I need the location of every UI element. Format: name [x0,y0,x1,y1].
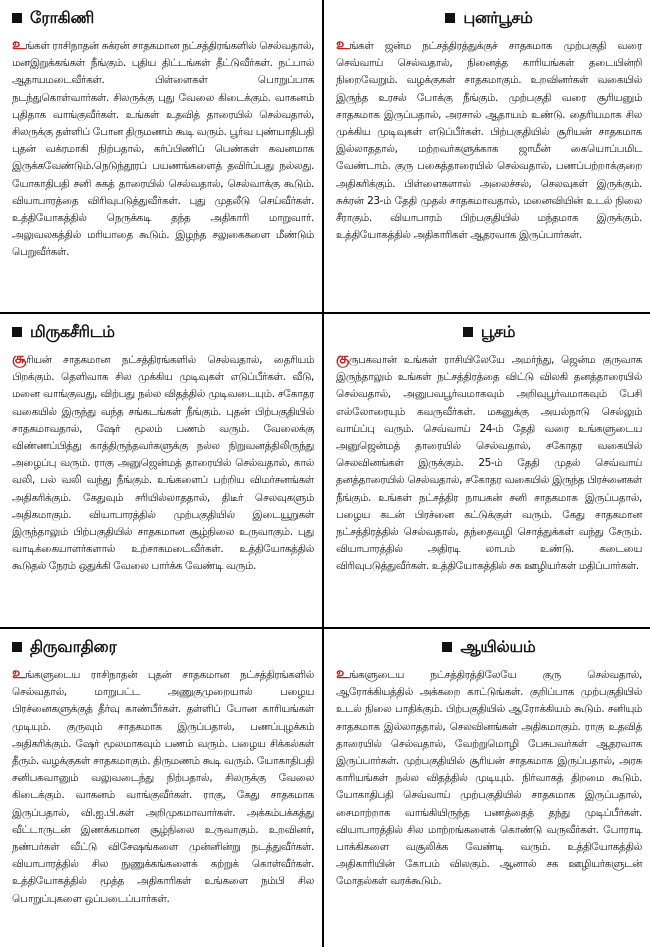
section-thiruvathirai [0,629,324,947]
section-text: ங்களுடைய நட்சத்திரத்திலேயே குரு செல்வதால், ஆரோக்கியத்தில் அக்கறை காட்டுங்கள். குறிப்பாக முற்பகுதியில் உடல் நிலை பாதிக்கும். பிற்பகுதியில் ஆரோக்கியம் கூடும். சனியும் சாதகமாக இல்லாததால், செலவினங்கள் அதிகமாகும். ராகு உதவித் தாரையில் செல்வதால், வேற்றுமொழி பேசுபவர்கள் ஆதரவாக இருப்பார்கள். முற்பகுதியில் சூரியன் சாதகமாக இருப்பதால், அரசு காரியங்கள் நல்ல விதத்தில் முடியும். நிர்வாகத் திறமை கூடும். யோகாதிபதி செவ்வாய் முற்பகுதியில் சாதகமாக இருப்பதால், சைமாற்றாக வாங்கியிருந்த பணத்தைத் தந்து முடிப்பீர்கள். வியாபாரத்தில் சில மாற்றங்களைக் கொண்டு வருவீர்கள். போராடி பாக்கிகளை வசூலிக்க வேண்டி வரும். உத்தியோகத்தில் அதிகாரியின் கோபம் விலகும். ஆனால் சக ஊழியர்களுடன் மோதல்கள் வரக்கூடும். [336,669,642,888]
section-title: புனர்பூசம் [463,7,533,27]
section-text: ங்களுடைய ராசிநாதன் புதன் சாதகமான நட்சத்திரங்களில் செல்வதால், மாறுபட்ட அணுகுமுறையால் பழைய பிரச்னைகளுக்குத் தீர்வு காண்பீர்கள். தள்ளிப் போன காரியங்கள் முடியும். குருவும் சாதகமாக இருப்பதால், பணப்புழக்கம் அதிகரிக்கும். ஷேர் மூலமாகவும் பணம் வரும். பழைய சிக்கல்கள் தீரும். வழக்குகள் சாதகமாகும். திருமணம் கூடி வரும். யோகாதிபதி சனிபகவானும் வலுவடைந்து நிற்பதால், சிலருக்கு வேலை கிடைக்கும். வாகனம் வாங்குவீர்கள். ராகு, கேது சாதகமாக இருப்பதால், வி.ஐ.பி.கள் அறிமுகமாவார்கள். அக்கம்பக்கத்து வீட்டாருடன் இணக்கமான சூழ்நிலை உருவாகும். உறவினர், நண்பர்கள் வீட்டு விசேஷங்களை முன்னின்று நடத்துவீர்கள். வியாபாரத்தில் சில நுணுக்கங்களைக் கற்றுக் கொள்வீர்கள். உத்தியோகத்தில் மூத்த அதிகாரிகள் உங்களை நம்பி சில பொறுப்புகளை ஒப்படைப்பார்கள். [12,669,314,905]
section-text: ங்கள் ராசிநாதன் சுக்ரன் சாதகமான நட்சத்திரங்களில் செல்வதால், மனஇறுக்கங்கள் நீங்கும். புதிய திட்டங்கள் தீட்டுவீர்கள். நட்பால் ஆதாயமடைவீர்கள். பிள்ளைகள் பொறுப்பாக நடந்துகொள்வார்கள். சிலருக்கு புது வேலை கிடைக்கும். வாகனம் புதிதாக வாங்குவீர்கள். உங்கள் உதவித் தாரையில் செல்வதால், சிலருக்கு தள்ளிப் போன திருமணம் கூடி வரும். பூர்வ புண்யாதிபதி புதன் வக்ரமாகி நிற்பதால், கர்ப்பிணிப் பெண்கள் கவனமாக இருக்கவேண்டும்.நெடுந்தூரப் பயணங்களைத் தவிர்ப்பது நல்லது. யோகாதிபதி சனி சுகத் தாரையில் செல்வதால், செல்வாக்கு கூடும். வியாபாரத்தை விரிவுபடுத்துவீர்கள். புது முதலீடு செய்வீர்கள். உத்தியோகத்தில் நெருக்கடி தந்த அதிகாரி மாறுவார். அலுவலகத்தில் மரியாதை கூடும். இழந்த சலுகைகளை மீண்டும் பெறுவீர்கள். [12,40,314,259]
section-body [12,36,314,262]
drop-cap: உ [12,664,26,682]
section-header [12,6,314,30]
section-body [336,665,642,891]
drop-cap: உ [336,35,350,53]
square-bullet-icon [463,327,473,337]
section-body [12,665,314,908]
section-header [12,320,314,344]
section-header [336,635,642,659]
drop-cap: கு [336,349,349,367]
section-title: ஆயில்யம் [460,636,536,656]
section-title: ரோகிணி [30,7,94,27]
square-bullet-icon [445,13,455,23]
section-text: ரியன் சாதகமான நட்சத்திரங்களில் செல்வதால், தைரியம் பிறக்கும். தெளிவாக சில முக்கிய முடிவுகள் எடுப்பீர்கள். வீடு, மனை வாங்குவது, விற்பது நல்ல விதத்தில் முடிவடையும். சகோதர வகையில் இருந்து வந்த சங்கடங்கள் நீங்கும். புதன் பிற்பகுதியில் சாதகமாவதால், ஷேர் மூலம் பணம் வரும். வேலைக்கு விண்ணப்பித்து காத்திருந்தவர்களுக்கு நல்ல நிறுவனத்திலிருந்து அழைப்பு வரும். ராகு அனுஜென்மத் தாரையில் செல்வதால், கால் வலி, பல் வலி வந்து நீங்கும். உங்களைப் பற்றிய விமர்சனங்கள் அதிகரிக்கும். கேதுவும் சரியில்லாததால், திடீர் செலவுகளும் அதிகமாகும். வியாபாரத்தில் முற்பகுதியில் இடையூறுகள் இருந்தாலும் பிற்பகுதியில் சாதகமான சூழ்நிலை உருவாகும். புது வாடிக்கையாளர்களால் உற்சாகமடைவீர்கள். உத்தியோகத்தில் கூடுதல் நேரம் ஒதுக்கி வேலை பார்க்க வேண்டி வரும். [12,354,314,573]
section-header [12,635,314,659]
square-bullet-icon [12,327,22,337]
section-title: திருவாதிரை [30,636,117,656]
square-bullet-icon [12,13,22,23]
section-title: பூசம் [480,321,516,341]
drop-cap: உ [12,35,26,53]
section-title: மிருகசீரிடம் [30,321,115,341]
section-body [336,36,642,244]
section-body [336,350,642,576]
drop-cap: உ [336,664,350,682]
section-poosam [324,314,650,629]
square-bullet-icon [442,642,452,652]
square-bullet-icon [12,642,22,652]
section-header [336,320,642,344]
section-punarpoosam [324,0,650,314]
section-ayilyam [324,629,650,947]
drop-cap: சூ [12,349,26,367]
section-header [336,6,642,30]
section-text: ருபகவான் உங்கள் ராசியிலேயே அமர்ந்து, ஜென்ம குருவாக இருந்தாலும் உங்கள் நட்சத்திரத்தை விட்டு விலகி தனத்தாரையில் செல்வதால், அனுபவபூர்வமாகவும் அறிவுபூர்வமாகவும் பேசி எல்லோரையும் கவருவீர்கள். மகனுக்கு அயல்நாடு செல்லும் வாய்ப்பு வரும். செவ்வாய் 24-ம் தேதி வரை உங்களுடைய அனுஜென்மத் தாரையில் செல்வதால், சகோதர வகையில் செலவினங்கள் இருக்கும். 25-ம் தேதி முதல் செவ்வாய் தனத்தாரையில் செல்வதால், சகோதர வகையில் இருந்த பிரச்னைகள் நீங்கும். உங்கள் நட்சத்திர நாயகன் சனி சாதகமாக இருப்பதால், பழைய கடன் பிரச்னை கட்டுக்குள் வரும். கேது சாதகமான நட்சத்திரத்தில் செல்வதால், தந்தைவழி சொத்துக்கள் வந்து சேரும். வியாபாரத்தில் அதிரடி லாபம் உண்டு. கடையை விரிவுபடுத்துவீர்கள். உத்தியோகத்தில் சக ஊழியர்கள் மதிப்பார்கள். [336,354,642,573]
section-mirugaseeridam [0,314,324,629]
section-rohini [0,0,324,314]
section-body [12,350,314,576]
section-text: ங்கள் ஜன்ம நட்சத்திரத்துக்குச் சாதகமாக முற்பகுதி வரை செவ்வாய் செல்வதால், நினைத்த காரியங்கள் தடையின்றி நிறைவேறும். வழக்குகள் சாதகமாகும். உறவினர்கள் வகையில் இருந்த உரசல் போக்கு நீங்கும். முற்பகுதி வரை சூரியனும் சாதகமாக இருப்பதால், அரசால் ஆதாயம் உண்டு. தைரியமாக சில முக்கிய முடிவுகள் எடுப்பீர்கள். பிற்பகுதியில் சூரியன் சாதகமாக இல்லாததால், மற்றவர்களுக்காக ஜாமீன் கையொப்பமிட வேண்டாம். குரு பகைத்தாரையில் செல்வதால், பணப்பற்றாக்குறை அதிகரிக்கும். பிள்ளைகளால் அலைச்சல், செலவுகள் இருக்கும். சுக்ரன் 23-ம் தேதி முதல் சாதகமாவதால், மனைவியின் உடல் நிலை சீராகும். வியாபாரம் பிற்பகுதியில் மந்தமாக இருக்கும். உத்தியோகத்தில் அதிகாரிகள் ஆதரவாக இருப்பார்கள். [336,40,642,242]
